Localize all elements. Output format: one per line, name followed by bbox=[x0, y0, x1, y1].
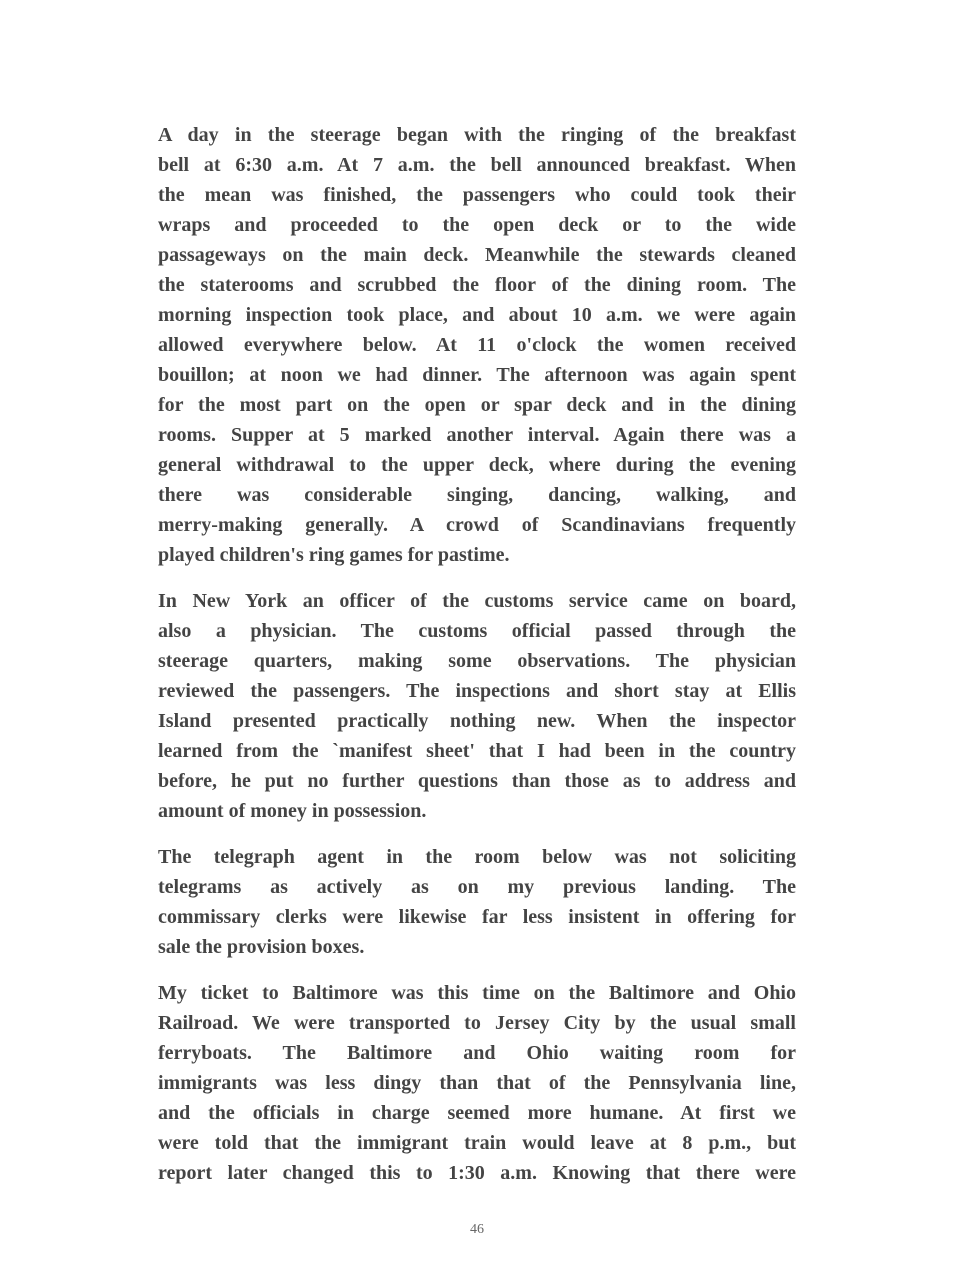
text-line: bell at 6:30 a.m. At 7 a.m. the bell announced breakfast. When bbox=[158, 154, 796, 176]
document-body bbox=[158, 120, 796, 1204]
text-line: for the most part on the open or spar deck and in the dining bbox=[158, 394, 796, 416]
text-line: bouillon; at noon we had dinner. The afternoon was again spent bbox=[158, 364, 796, 386]
text-line: The telegraph agent in the room below was not soliciting bbox=[158, 846, 796, 868]
text-line: the mean was finished, the passengers who could took their bbox=[158, 184, 796, 206]
text-line: Railroad. We were transported to Jersey City by the usual small bbox=[158, 1012, 796, 1034]
text-line: morning inspection took place, and about 10 a.m. we were again bbox=[158, 304, 796, 326]
text-line: merry-making generally. A crowd of Scandinavians frequently bbox=[158, 514, 796, 536]
text-line: ferryboats. The Baltimore and Ohio waiting room for bbox=[158, 1042, 796, 1064]
text-line: amount of money in possession. bbox=[158, 800, 427, 822]
text-line: and the officials in charge seemed more humane. At first we bbox=[158, 1102, 796, 1124]
text-line: steerage quarters, making some observations. The physician bbox=[158, 650, 796, 672]
paragraph bbox=[158, 120, 796, 570]
paragraph bbox=[158, 978, 796, 1188]
text-line: In New York an officer of the customs service came on board, bbox=[158, 590, 796, 612]
text-line: allowed everywhere below. At 11 o'clock the women received bbox=[158, 334, 796, 356]
text-line: were told that the immigrant train would leave at 8 p.m., but bbox=[158, 1132, 796, 1154]
text-line: telegrams as actively as on my previous landing. The bbox=[158, 876, 796, 898]
text-line: passageways on the main deck. Meanwhile the stewards cleaned bbox=[158, 244, 796, 266]
text-line: before, he put no further questions than those as to address and bbox=[158, 770, 796, 792]
page-number: 46 bbox=[470, 1222, 484, 1237]
text-line: also a physician. The customs official passed through the bbox=[158, 620, 796, 642]
text-line: rooms. Supper at 5 marked another interval. Again there was a bbox=[158, 424, 796, 446]
text-line: there was considerable singing, dancing, walking, and bbox=[158, 484, 796, 506]
text-line: Island presented practically nothing new. When the inspector bbox=[158, 710, 796, 732]
text-line: report later changed this to 1:30 a.m. Knowing that there were bbox=[158, 1162, 796, 1184]
paragraph bbox=[158, 842, 796, 962]
text-line: the staterooms and scrubbed the floor of the dining room. The bbox=[158, 274, 796, 296]
text-line: learned from the `manifest sheet' that I had been in the country bbox=[158, 740, 796, 762]
paragraph bbox=[158, 586, 796, 826]
text-line: wraps and proceeded to the open deck or to the wide bbox=[158, 214, 796, 236]
text-line: immigrants was less dingy than that of the Pennsylvania line, bbox=[158, 1072, 796, 1094]
text-line: commissary clerks were likewise far less insistent in offering for bbox=[158, 906, 796, 928]
text-line: played children's ring games for pastime. bbox=[158, 544, 510, 566]
text-line: general withdrawal to the upper deck, where during the evening bbox=[158, 454, 796, 476]
text-line: sale the provision boxes. bbox=[158, 936, 365, 958]
text-line: My ticket to Baltimore was this time on the Baltimore and Ohio bbox=[158, 982, 796, 1004]
text-line: reviewed the passengers. The inspections and short stay at Ellis bbox=[158, 680, 796, 702]
text-line: A day in the steerage began with the ringing of the breakfast bbox=[158, 124, 796, 146]
